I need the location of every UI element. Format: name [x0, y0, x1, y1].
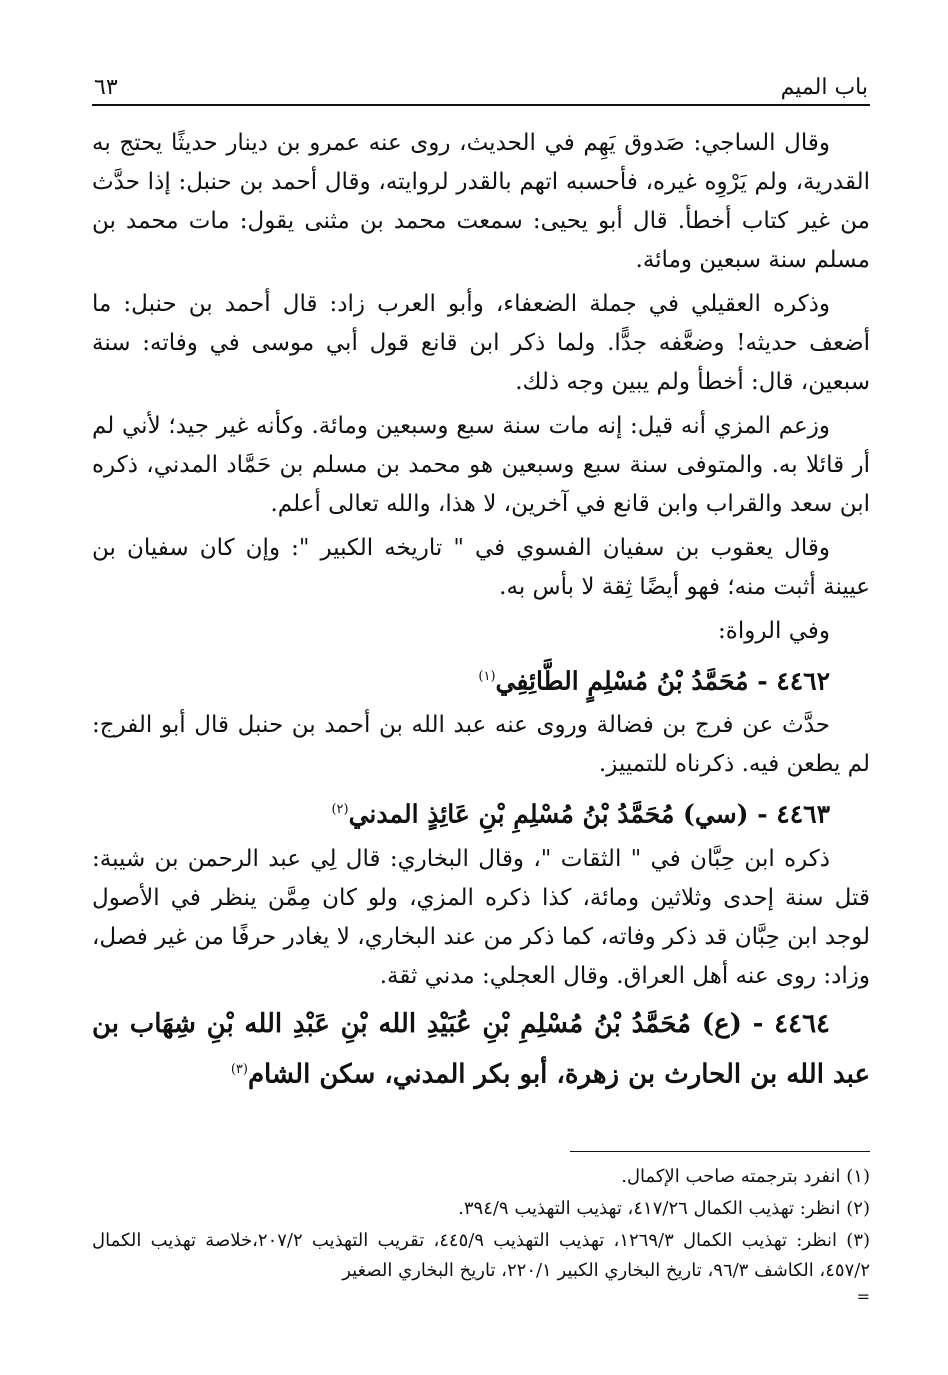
paragraph: وذكره العقيلي في جملة الضعفاء، وأبو العرب زاد: قال أحمد بن حنبل: ما أضعف حديثه! وضعَّفه جدًّا. ولما ذكر ابن قانع قول أبي موسى في وفاته: سنة سبعين، قال: أخطأ ولم يبين وجه ذلك.: [92, 291, 870, 395]
paragraph: وزعم المزي أنه قيل: إنه مات سنة سبع وسبعين ومائة. وكأنه غير جيد؛ لأني لم أر قائلا به. والمتوفى سنة سبع وسبعين هو محمد بن مسلم بن حَمَّاد المدني، ذكره ابن سعد والقراب وابن قانع في آخرين، لا هذا، والله تعالى أعلم.: [92, 413, 870, 517]
footnotes: [92, 1162, 870, 1314]
running-header: [92, 58, 870, 106]
entry-text-4462: حدَّث عن فرج بن فضالة وروى عنه عبد الله بن أحمد بن حنبل قال أبو الفرج: لم يطعن فيه. ذكرناه للتمييز.: [92, 712, 870, 778]
paragraph: وفي الرواة:: [718, 618, 830, 644]
footnote-ref: (٢): [331, 802, 349, 818]
entry-text-4463: ذكره ابن حِبَّان في " الثقات "، وقال البخاري: قال لِي عبد الرحمن بن شيبة: قتل سنة إحدى وثلاثين ومائة، كذا ذكره المزي، ولو كان مِمَّن ينظر في الأصول لوجد ابن حِبَّان قد ذكر وفاته، كما ذكر من عند البخاري، لا يغادر حرفًا من غير فصل، وزاد: روى عنه أهل العراق. وقال العجلي: مدني ثقة.: [92, 845, 870, 989]
chapter-title: باب الميم: [780, 75, 868, 100]
entry-heading-4463: [92, 789, 870, 835]
footnote-continuation-mark: =: [856, 1287, 870, 1306]
entry-heading-text: ٤٤٦٢ - مُحَمَّدُ بْنُ مُسْلِمٍ الطَّائِفِي: [495, 666, 830, 696]
paragraph: وقال يعقوب بن سفيان الفسوي في " تاريخه الكبير ": وإن كان سفيان بن عيينة أثبت منه؛ فهو أيضًا ثِقة لا بأس به.: [92, 535, 870, 600]
footnote: (٢) انظر: تهذيب الكمال ٤١٧/٢٦، تهذيب التهذيب ٣٩٤/٩.: [458, 1198, 870, 1219]
page-number: ٦٣: [94, 75, 118, 100]
footnote-ref: (٣): [230, 1061, 248, 1077]
main-text: [92, 124, 870, 1097]
book-page: [92, 58, 870, 1318]
footnote-divider: [570, 1151, 870, 1152]
footnote: (٣) انظر: تهذيب الكمال ١٢٦٩/٣، تهذيب التهذيب ٤٤٥/٩، تقريب التهذيب ٢٠٧/٢،خلاصة تهذيب الكمال ٤٥٧/٢، الكاشف ٩٦/٣، تاريخ البخاري الكبير ٢٢٠/١، تاريخ البخاري الصغير: [92, 1230, 871, 1281]
entry-heading-4464: [92, 1001, 870, 1098]
paragraph: وقال الساجي: صَدوق يَهِم في الحديث، روى عنه عمرو بن دينار حديثًا يحتج به القدرية، ولم يَرْوِه غيره، فأحسبه اتهم بالقدر لروايته، وقال أحمد بن حنبل: إذا حدَّث من غير كتاب أخطأ. قال أبو يحيى: سمعت محمد بن مثنى يقول: مات محمد بن مسلم سنة سبعين ومائة.: [92, 130, 870, 273]
footnote-ref: (١): [478, 669, 496, 684]
entry-heading-text: ٤٤٦٤ - (ع) مُحَمَّدُ بْنُ مُسْلِمِ بْنِ عُبَيْدِ الله بْنِ عَبْدِ الله بْنِ شِهَاب بن عبد الله بن الحارث بن زهرة، أبو بكر المدني، سكن الشام: [92, 1008, 870, 1090]
entry-heading-text: ٤٤٦٣ - (سي) مُحَمَّدُ بْنُ مُسْلِمِ بْنِ عَائِذٍ المدني: [348, 799, 830, 829]
entry-heading-4462: [92, 656, 870, 702]
footnote: (١) انفرد بترجمته صاحب الإكمال.: [621, 1166, 870, 1187]
